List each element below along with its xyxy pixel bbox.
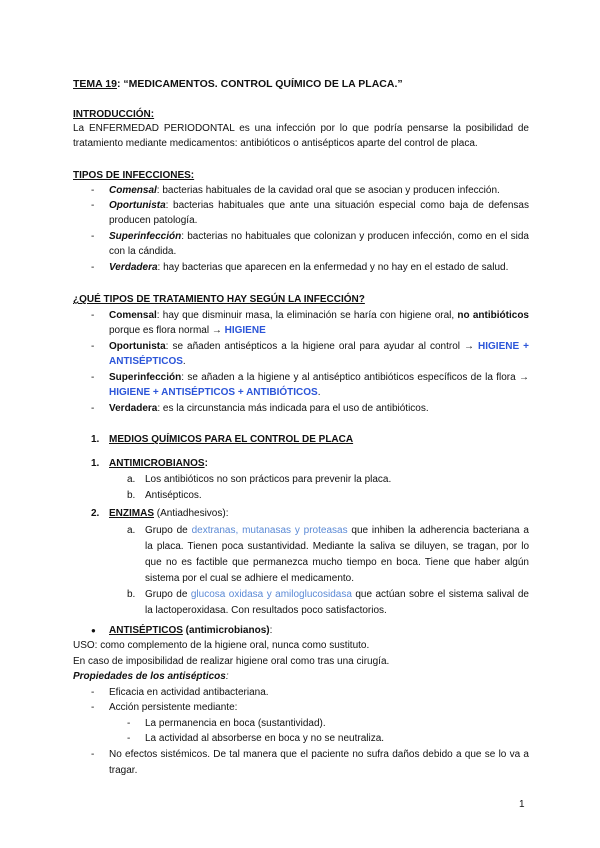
text-pre: Grupo de: [145, 525, 192, 536]
treatment-comensal: [109, 309, 529, 322]
highlight-higiene-plus: HIGIENE +: [478, 341, 529, 352]
list-dash: -: [91, 749, 95, 760]
text-pre: Grupo de: [145, 589, 191, 600]
treatment-comensal-cont: [109, 324, 266, 337]
treatment-verdadera: [109, 402, 429, 415]
list-dash: -: [91, 262, 95, 273]
bold-no-antibioticos: no antibióticos: [457, 310, 529, 321]
treatment-oportunista: [109, 340, 529, 353]
property-2a: La permanencia en boca (sustantividad).: [145, 718, 326, 729]
property-3: No efectos sistémicos. De tal manera que el paciente no sufra daños debido a que se lo va a: [109, 749, 529, 760]
section-1-title: MEDIOS QUÍMICOS PARA EL CONTROL DE PLACA: [109, 434, 354, 445]
text-oportunista: : se añaden antisépticos a la higiene oral para ayudar al control →: [165, 341, 474, 352]
period: .: [317, 387, 321, 398]
highlight-antisepticos: ANTISÉPTICOS: [109, 356, 183, 367]
infection-superinfeccion: [109, 230, 529, 243]
enzimas-item-b: [145, 588, 529, 601]
list-label: a.: [127, 525, 136, 536]
antisepticos-paren: (antimicrobianos): [182, 625, 270, 636]
text-superinfeccion: : se añaden a la higiene y al antiséptico antibióticos específicos de la flora →: [181, 372, 529, 383]
highlight-oxidases: glucosa oxidasa y amiloglucosidasa: [190, 589, 352, 600]
list-dash: -: [127, 718, 131, 729]
term-comensal: Comensal: [109, 185, 157, 196]
treatment-oportunista-cont: [109, 355, 186, 368]
colon: :: [269, 625, 273, 636]
list-dash: -: [91, 372, 95, 383]
antimicro-title: ANTIMICROBIANOS: [109, 458, 205, 469]
property-1: Eficacia en actividad antibacteriana.: [109, 687, 269, 698]
term-oportunista: Oportunista: [109, 341, 166, 352]
infection-oportunista: [109, 199, 529, 212]
list-dash: -: [91, 200, 95, 211]
enzimas-paren: (Antiadhesivos):: [154, 508, 229, 519]
infection-oportunista-cont: producen patología.: [109, 215, 198, 226]
list-dash: -: [91, 231, 95, 242]
infection-verdadera: [109, 261, 508, 274]
list-dash: -: [91, 687, 95, 698]
intro-heading: INTRODUCCIÓN:: [73, 109, 155, 120]
term-superinfeccion: Superinfección: [109, 231, 182, 242]
property-2: Acción persistente mediante:: [109, 702, 238, 713]
antisepticos-title: ANTISÉPTICOS: [109, 625, 183, 636]
term-verdadera: Verdadera: [109, 262, 158, 273]
treatments-heading: ¿QUÉ TIPOS DE TRATAMIENTO HAY SEGÚN LA INFECCIÓN?: [73, 294, 365, 305]
infection-comensal: [109, 184, 500, 197]
highlight-higiene-antisepticos-antibioticos: HIGIENE + ANTISÉPTICOS + ANTIBIÓTICOS: [109, 387, 318, 398]
list-label: a.: [127, 474, 136, 485]
document-title: [73, 78, 403, 91]
infections-heading: TIPOS DE INFECCIONES:: [73, 170, 195, 181]
properties-title: Propiedades de los antisépticos: [73, 671, 226, 682]
colon: :: [204, 458, 208, 469]
list-dash: -: [127, 733, 131, 744]
properties-heading: [73, 670, 229, 683]
text-verdadera: : es la circunstancia más indicada para el uso de antibióticos.: [157, 403, 429, 414]
colon: :: [225, 671, 229, 682]
period: .: [182, 356, 186, 367]
antimicro-item-b: Antisépticos.: [145, 490, 202, 501]
term-superinfeccion: Superinfección: [109, 372, 182, 383]
intro-line-2: tratamiento mediante medicamentos: antibióticos o antisépticos aparte del control de placa.: [73, 138, 478, 149]
enzimas-item-a: [145, 524, 529, 537]
list-dash: -: [91, 310, 95, 321]
infection-superinfeccion-cont: con la cándida.: [109, 246, 177, 257]
antimicro-heading: [109, 457, 208, 470]
highlight-higiene: HIGIENE: [224, 325, 266, 336]
property-2b: La actividad al absorberse en boca y no se neutraliza.: [145, 733, 385, 744]
antisepticos-heading: [109, 624, 272, 637]
list-dash: -: [91, 702, 95, 713]
enzimas-title: ENZIMAS: [109, 508, 154, 519]
page-number: 1: [519, 799, 525, 810]
antisepticos-uso: USO: como complemento de la higiene oral, nunca como sustituto.: [73, 640, 370, 651]
antimicro-number: 1.: [91, 458, 100, 469]
antimicro-item-a: Los antibióticos no son prácticos para prevenir la placa.: [145, 474, 392, 485]
text-comensal-cont: porque es flora normal →: [109, 325, 222, 336]
title-prefix: TEMA 19: [73, 78, 117, 90]
section-1-number: 1.: [91, 434, 100, 445]
treatment-superinfeccion: [109, 371, 529, 384]
term-verdadera: Verdadera: [109, 403, 158, 414]
text-comensal: : bacterias habituales de la cavidad oral que se asocian y producen infección.: [156, 185, 500, 196]
enzimas-item-a-line-2: la placa. Tienen poca sustantividad. Mediante la saliva se diluyen, se tragan, por lo: [145, 541, 529, 552]
text-post: que inhiben la adherencia bacteriana a: [347, 525, 529, 536]
enzimas-item-a-line-4: sistema por el cual se adhiere el medicamento.: [145, 573, 354, 584]
enzimas-item-b-line-2: la lactoperoxidasa. Con resultados poco satisfactorios.: [145, 605, 387, 616]
term-comensal: Comensal: [109, 310, 157, 321]
text-superinfeccion: : bacterias no habituales que colonizan y producen infección, como en el sida: [181, 231, 529, 242]
list-dash: -: [91, 403, 95, 414]
property-3-cont: tragar.: [109, 765, 138, 776]
enzimas-heading: [109, 507, 228, 520]
text-oportunista: : bacterias habituales que ante una situación especial como baja de defensas: [165, 200, 529, 211]
title-rest: : “MEDICAMENTOS. CONTROL QUÍMICO DE LA PLACA.”: [116, 78, 403, 90]
text-post: que actúan sobre el sistema salival de: [351, 589, 529, 600]
text-comensal: : hay que disminuir masa, la eliminación se haría con higiene oral,: [156, 310, 455, 321]
treatment-superinfeccion-cont: [109, 386, 321, 399]
enzimas-item-a-line-3: que no es factible que permanezca mucho tiempo en boca. Tiene que haber algún: [145, 557, 529, 568]
antisepticos-caso: En caso de imposibilidad de realizar higiene oral como tras una cirugía.: [73, 656, 390, 667]
text-verdadera: : hay bacterias que aparecen en la enfermedad y no hay en el estado de salud.: [157, 262, 509, 273]
intro-line-1: La ENFERMEDAD PERIODONTAL es una infección por lo que podría pensarse la posibilidad de: [73, 123, 529, 134]
term-oportunista: Oportunista: [109, 200, 166, 211]
list-label: b.: [127, 589, 136, 600]
enzimas-number: 2.: [91, 508, 100, 519]
highlight-enzymes: dextranas, mutanasas y proteasas: [191, 525, 348, 536]
list-dash: -: [91, 185, 95, 196]
bullet-icon: ●: [91, 626, 96, 635]
list-label: b.: [127, 490, 136, 501]
list-dash: -: [91, 341, 95, 352]
